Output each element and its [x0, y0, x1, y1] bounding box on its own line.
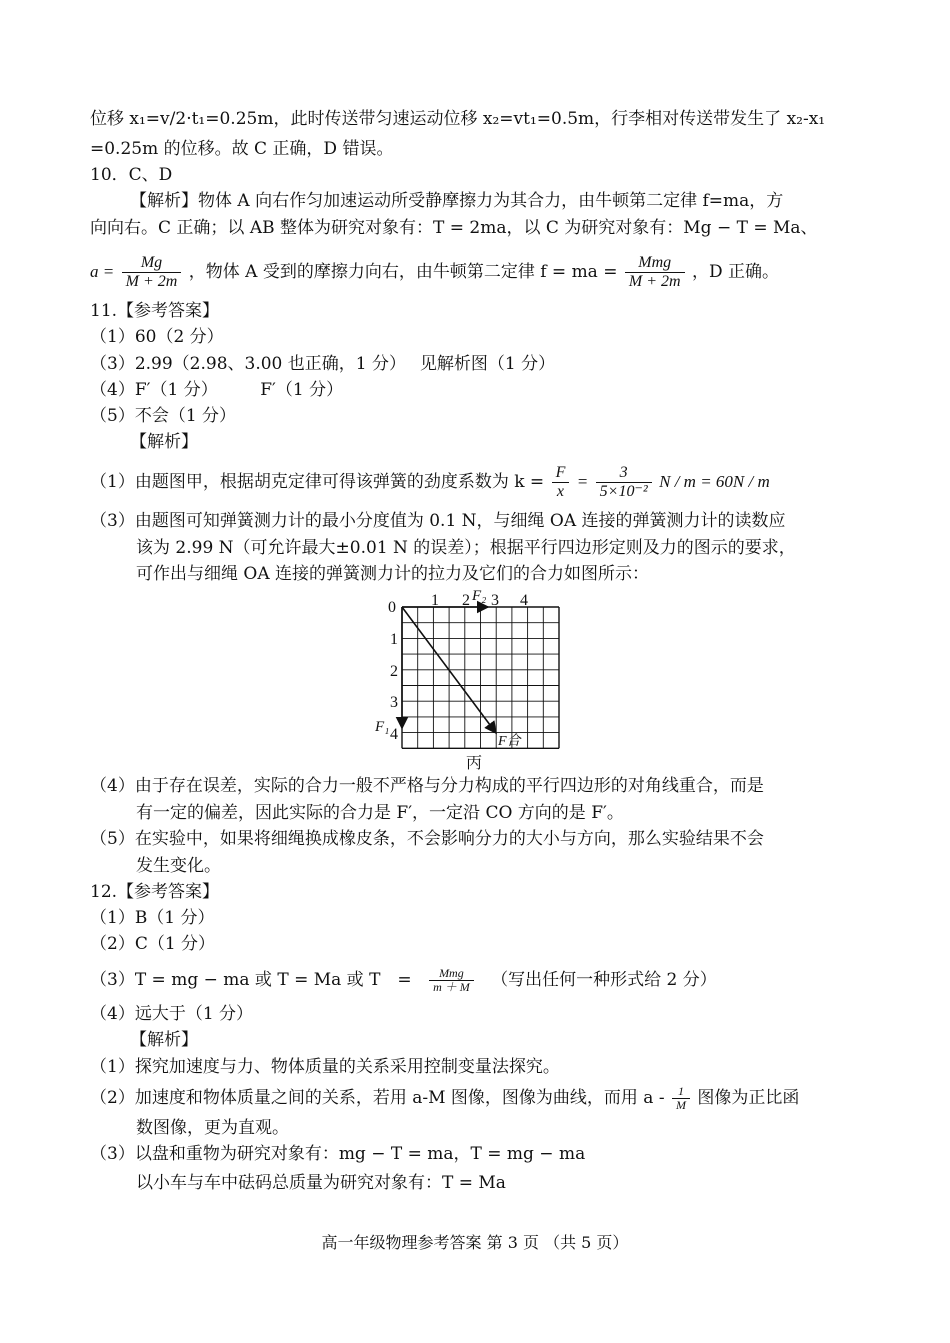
label-f1: F₁ — [375, 719, 390, 735]
equation-text: ，物体 A 受到的摩擦力向右，由牛顿第二定律 f = ma = — [188, 262, 618, 282]
text-line: （1）60（2 分） — [90, 327, 224, 347]
fraction — [625, 254, 685, 291]
numerator: 1 — [672, 1085, 690, 1099]
left-tick-3: 3 — [390, 694, 398, 711]
text-line: 【解析】物体 A 向右作匀加速运动所受静摩擦力为其合力，由牛顿第二定律 f=ma，方 — [130, 191, 784, 211]
top-tick-0: 0 — [388, 599, 396, 616]
numerator: Mmg — [625, 254, 685, 273]
numerator: 3 — [596, 464, 652, 483]
equation-text: （3）T = mg − ma 或 T = Ma 或 T = — [90, 970, 412, 990]
denominator: m ＋ M — [433, 980, 470, 994]
fraction — [672, 1085, 690, 1112]
equation-text: N / m = 60N / m — [659, 472, 770, 491]
equation-line — [90, 247, 865, 297]
question-11-heading: 11.【参考答案】 — [90, 301, 220, 321]
denominator: x — [556, 483, 565, 500]
fraction — [122, 254, 182, 291]
equation-line — [90, 958, 865, 1002]
text-line: （3）以盘和重物为研究对象有：mg − T = ma，T = mg − ma — [90, 1144, 586, 1164]
label-f2: F₂ — [472, 588, 487, 604]
denominator: M + 2m — [628, 273, 681, 290]
text-line: =0.25m 的位移。故 C 正确，D 错误。 — [90, 139, 394, 159]
text-line: 向向右。C 正确；以 AB 整体为研究对象有：T = 2ma，以 C 为研究对象有：Mg − T = Ma、 — [90, 218, 818, 238]
analysis-heading: 【解析】 — [130, 1030, 198, 1050]
text-line: 数图像，更为直观。 — [136, 1118, 289, 1138]
equation-text: 图像为正比函 — [697, 1088, 800, 1108]
denominator: M — [676, 1098, 687, 1112]
text-line: （4）由于存在误差，实际的合力一般不严格与分力构成的平行四边形的对角线重合，而是 — [90, 776, 764, 796]
text-line: （3）2.99（2.98、3.00 也正确，1 分） 见解析图（1 分） — [90, 354, 556, 374]
equation-line — [90, 1081, 865, 1115]
left-tick-1: 1 — [390, 631, 398, 648]
text-line: 位移 x₁=v/2·t₁=0.25m，此时传送带匀速运动位移 x₂=vt₁=0.5m，行李相对传送带发生了 x₂-x₁ — [90, 109, 826, 129]
numerator: F — [552, 464, 570, 483]
page-footer: 高一年级物理参考答案 第 3 页 （共 5 页） — [321, 1233, 629, 1252]
denominator: M + 2m — [125, 273, 178, 290]
text-line: （5）不会（1 分） — [90, 406, 237, 426]
equation-text: = — [576, 472, 589, 491]
top-tick-2: 2 — [462, 592, 470, 609]
grid — [402, 607, 559, 748]
label-f-resultant: F合 — [498, 734, 521, 749]
equation-text: （1）由题图甲，根据胡克定律可得该弹簧的劲度系数为 k = — [90, 472, 545, 492]
fraction — [596, 464, 652, 501]
denominator: 5×10⁻² — [599, 483, 648, 500]
figure-caption: 丙 — [466, 753, 483, 772]
question-12-heading: 12.【参考答案】 — [90, 882, 220, 902]
numerator: Mmg — [429, 967, 474, 981]
equation-text: ，D 正确。 — [691, 262, 780, 282]
top-tick-4: 4 — [520, 592, 528, 609]
text-line: （4）远大于（1 分） — [90, 1004, 254, 1024]
text-line: 该为 2.99 N（可允许最大±0.01 N 的误差）；根据平行四边形定则及力的图示的要求， — [136, 538, 796, 558]
fraction — [429, 967, 474, 994]
force-diagram — [370, 588, 580, 776]
fraction — [552, 464, 570, 501]
question-10-answer: 10．C、D — [90, 165, 173, 185]
left-tick-4: 4 — [390, 726, 398, 743]
text-line: （4）F′（1 分） F′（1 分） — [90, 380, 344, 400]
top-tick-1: 1 — [431, 592, 439, 609]
numerator: Mg — [122, 254, 182, 273]
equation-line — [90, 457, 865, 507]
equation-text: （2）加速度和物体质量之间的关系，若用 a-M 图像，图像为曲线，而用 a - — [90, 1088, 665, 1108]
text-line: （1）探究加速度与力、物体质量的关系采用控制变量法探究。 — [90, 1057, 560, 1077]
text-line: （5）在实验中，如果将细绳换成橡皮条，不会影响分力的大小与方向，那么实验结果不会 — [90, 829, 764, 849]
text-line: 可作出与细绳 OA 连接的弹簧测力计的拉力及它们的合力如图所示： — [136, 564, 650, 584]
equation-text: a = — [90, 262, 115, 281]
top-tick-3: 3 — [491, 592, 499, 609]
text-line: （3）由题图可知弹簧测力计的最小分度值为 0.1 N，与细绳 OA 连接的弹簧测力计的读数应 — [90, 511, 786, 531]
analysis-heading: 【解析】 — [130, 432, 198, 452]
text-line: （1）B（1 分） — [90, 908, 215, 928]
text-line: 以小车与车中砝码总质量为研究对象有：T = Ma — [136, 1173, 506, 1193]
text-line: （2）C（1 分） — [90, 934, 216, 954]
equation-text: （写出任何一种形式给 2 分） — [491, 970, 717, 990]
text-line: 发生变化。 — [136, 856, 221, 876]
text-line: 有一定的偏差，因此实际的合力是 F′，一定沿 CO 方向的是 F′。 — [136, 803, 624, 823]
left-tick-2: 2 — [390, 663, 398, 680]
